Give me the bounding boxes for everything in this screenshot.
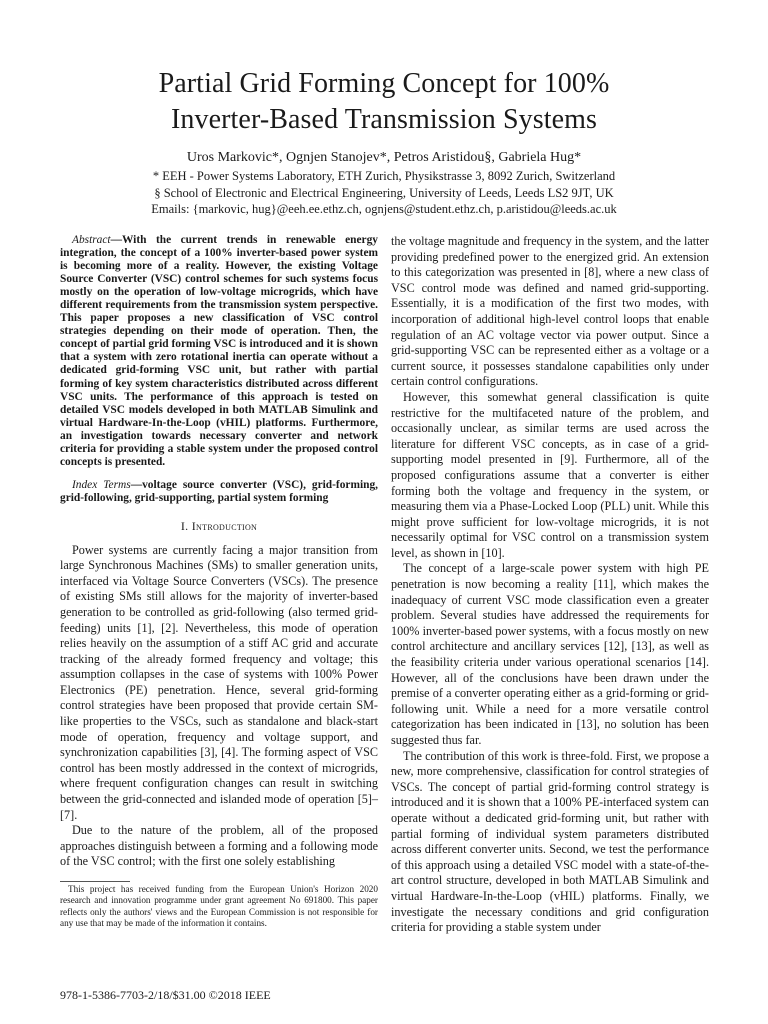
index-terms-text: —voltage source converter (VSC), grid-forming, grid-following, grid-supporting, partial system forming: [60, 478, 378, 504]
footnote-divider: [60, 881, 130, 882]
author-names: Uros Markovic*, Ognjen Stanojev*, Petros Aristidou§, Gabriela Hug*: [186, 150, 582, 165]
section-number: I.: [180, 518, 189, 533]
author-block: [0, 149, 768, 218]
index-terms: [60, 479, 378, 505]
paper-title: [0, 66, 768, 138]
section-title: Introduction: [191, 518, 258, 533]
abstract-text: —With the current trends in renewable energy integration, the concept of a 100% inverter-based power system is becoming more of a reality. However, the existing Voltage Source Converter (VSC) control schemes for such systems focus mostly on the operation of low-voltage microgrids, which have different requirements from the transmission system perspective. This paper proposes a new classification of VSC control strategies depending on their mode of operation. Then, the concept of partial grid forming VSC is introduced and it is shown that a system with zero rotational inertia can operate without a dedicated grid-forming VSC unit, but rather with partial forming of key system characteristics distributed across different VSC units. The performance of this approach is tested on detailed VSC models developed in both MATLAB Simulink and virtual Hardware-In-the-Loop (vHIL) platforms. Furthermore, an investigation towards necessary converter and network criteria for providing a stable system under the proposed control concepts is presented.: [60, 234, 378, 468]
title-line-2: Inverter-Based Transmission Systems: [170, 104, 598, 135]
body-paragraph: the voltage magnitude and frequency in the system, and the latter providing predefined power to the energized grid. An extension to this categorization was presented in [8], where a new class of VSC control mode was defined and named grid-supporting. Essentially, it is a modification of the first two modes, with incorporation of additional high-level control loops that enable regulation of an AC voltage vector via power output. Since a grid-supporting VSC can be represented either as a voltage or a current source, it possesses standalone capabilities only under certain control configurations.: [391, 234, 709, 389]
right-column: [391, 234, 709, 936]
affiliation-leeds: § School of Electronic and Electrical Engineering, University of Leeds, Leeds LS2 9JT, UK: [154, 185, 614, 200]
left-column: [60, 234, 378, 870]
body-paragraph: However, this somewhat general classification is quite restrictive for the multifaceted nature of the problem, and occasionally unclear, as similar terms are used across the literature for different VSC concepts, as in case of a grid-supporting model presented in [9]. Furthermore, all of the proposed configurations assume that a converter is either forming both the voltage and frequency in the system, or measuring them via a Phase-Locked Loop (PLL) unit. While this might prove sufficient for low-voltage microgrids, it is not necessarily optimal for VSC control on a transmission system level, as shown in [10].: [391, 389, 709, 560]
body-paragraph: The contribution of this work is three-fold. First, we propose a new, more comprehensive, classification for control strategies of VSCs. The concept of partial grid-forming control strategy is introduced and it is shown that a 100% PE-interfaced system can operate without a dedicated grid-forming unit, but rather with partial forming of individual system parameters distributed across different converter units. Second, we test the performance of this approach using a detailed VSC model with a state-of-the-art control structure, developed in both MATLAB Simulink and virtual Hardware-In-the-Loop (vHIL) platforms. Finally, we investigate the necessary conditions and grid configuration criteria for providing a stable system under: [391, 748, 709, 935]
funding-footnote: This project has received funding from the European Union's Horizon 2020 research and innovation programme under grant agreement No 691800. This paper reflects only the authors' views and the European Commission is not responsible for any use that may be made of the information it contains.: [60, 884, 378, 929]
body-paragraph: Power systems are currently facing a major transition from large Synchronous Machines (SMs) to smaller generation units, interfaced via Voltage Source Converters (VSCs). The presence of existing SMs still allows for the majority of inverter-based generation to be controlled as grid-following (also termed grid-feeding) units [1], [2]. Nevertheless, this mode of operation relies heavily on the assumption of a stiff AC grid and accurate tracking of the already formed frequency and voltage; this assumption collapses in the case of systems with 100% Power Electronics (PE) penetration. Hence, several grid-forming control strategies have been proposed that provide certain SM-like properties to the VSCs, such as standalone and black-start mode of operation, frequency and voltage support, and synchronization capabilities [3], [4]. The forming aspect of VSC control has been mostly addressed in the context of microgrids, where frequent configuration changes can result in switching between the grid-connected and islanded mode of operation [5]–[7].: [60, 542, 378, 822]
index-terms-label: Index Terms: [72, 478, 131, 491]
author-emails: Emails: {markovic, hug}@eeh.ee.ethz.ch, ognjens@student.ethz.ch, p.aristidou@leeds.ac.uk: [151, 202, 617, 216]
copyright-footer: 978-1-5386-7703-2/18/$31.00 ©2018 IEEE: [60, 988, 271, 1002]
title-line-1: Partial Grid Forming Concept for 100%: [158, 68, 610, 99]
affiliation-eth: * EEH - Power Systems Laboratory, ETH Zurich, Physikstrasse 3, 8092 Zurich, Switzerland: [152, 169, 616, 183]
section-heading: [60, 519, 378, 535]
body-paragraph: Due to the nature of the problem, all of the proposed approaches distinguish between a forming and a following mode of the VSC control; with the first one solely establishing: [60, 823, 378, 869]
body-paragraph: The concept of a large-scale power system with high PE penetration is now becoming a reality [11], which makes the inadequacy of current VSC mode classification even a greater problem. Several studies have addressed the requirements for 100% inverter-based power systems, with a focus mostly on new control architecture and ancillary services [12], [13], as well as the feasibility criteria under various operational scenarios [14]. However, all of the conclusions have been drawn under the premise of a converter operating either as a grid-forming or grid-following unit. While a need for a more versatile control categorization has been indicated in [13], no solution has been suggested thus far.: [391, 561, 709, 747]
abstract: [60, 234, 378, 469]
abstract-label: Abstract: [72, 234, 111, 246]
